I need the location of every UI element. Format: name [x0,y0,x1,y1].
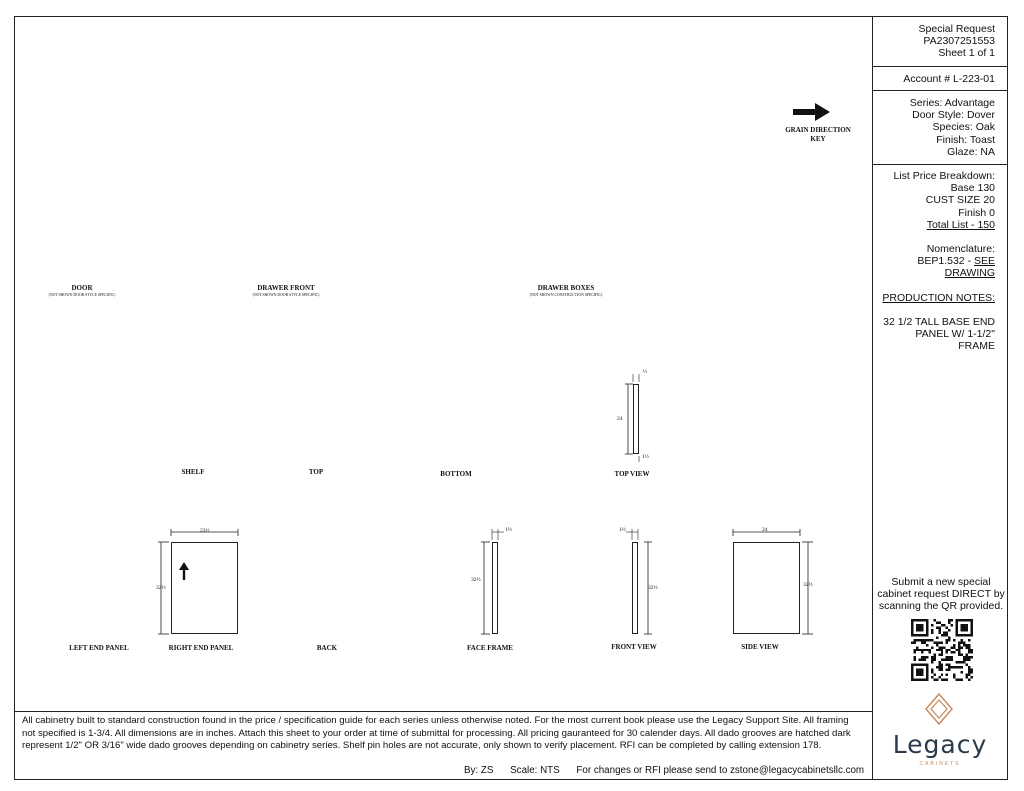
label-back: BACK [316,644,338,652]
side-view-height-dim: 32½ [803,582,813,588]
label-drawer-front: DRAWER FRONT [257,284,315,292]
spec-finish: Finish: Toast [936,133,995,146]
qr-code-icon[interactable] [911,619,973,681]
production-note-1: 32 1/2 TALL BASE END [883,315,995,328]
label-top-view: TOP VIEW [614,470,650,478]
spec-door-style: Door Style: Dover [912,109,995,122]
nomenclature-heading: Nomenclature: [926,243,995,256]
label-side-view: SIDE VIEW [741,643,779,651]
face-frame-width-dim: 1½ [505,527,512,533]
label-face-frame: FACE FRAME [467,644,513,652]
see-drawing-link[interactable]: SEE [973,255,995,268]
label-drawer-boxes: DRAWER BOXES [537,284,595,292]
top-view-thickness-bottom: 1½ [642,454,649,460]
scale: Scale: NTS [510,765,560,776]
label-bottom: BOTTOM [440,470,472,478]
grain-arrow-icon [793,103,831,121]
label-drawer-front-sub: (NOT SHOWN DOOR STYLE SPECIFIC) [252,293,320,297]
notes-section [873,165,1008,352]
qr-prompt-line-2: cabinet request DIRECT by [877,588,1005,601]
face-frame-dims [478,528,518,638]
request-number: PA2307251553 [923,35,995,48]
request-info [873,16,1008,67]
label-right-end-panel: RIGHT END PANEL [168,644,234,652]
drawing-link[interactable]: DRAWING [944,267,995,280]
price-base: Base 130 [950,182,995,195]
sheet-number: Sheet 1 of 1 [938,47,995,60]
sheet-border [14,16,1008,780]
legacy-logo [884,692,996,772]
price-cust-size: CUST SIZE 20 [925,194,995,207]
right-end-panel-dims [155,528,245,638]
logo-name: Legacy [892,730,988,759]
right-end-panel-height-dim: 32½ [156,585,166,591]
spec-series: Series: Advantage [909,97,995,109]
logo-tagline: CABINETS [919,761,961,767]
label-top: TOP [308,468,324,476]
side-view-width-dim: 24 [762,527,768,533]
label-left-end-panel: LEFT END PANEL [69,644,129,652]
nomenclature-code: BEP1.532 - [917,255,974,268]
specs-section [873,91,1008,165]
price-total: Total List - 150 [926,218,995,231]
production-heading: PRODUCTION NOTES: [882,291,995,304]
face-frame-height-dim: 32½ [471,577,481,583]
account-section [873,67,1008,91]
front-view-height-dim: 32½ [648,585,658,591]
account-number: Account # L-223-01 [903,73,995,85]
top-view-thickness-top: ½ [643,369,648,375]
grain-key-label: KEY [810,135,826,143]
grain-direction-label: GRAIN DIRECTION [785,126,851,134]
front-view-width-dim: 1½ [619,527,626,533]
label-door-sub: (NOT SHOWN DOOR STYLE SPECIFIC) [48,293,116,297]
footer-meta [464,765,878,776]
top-view-dim-lines [620,370,660,462]
request-title: Special Request [918,23,995,35]
nomenclature-line [877,255,995,267]
qr-prompt [873,576,1009,613]
front-view-dims [620,528,660,638]
label-shelf: SHELF [181,468,205,476]
qr-prompt-line-1: Submit a new special [891,576,991,588]
production-note-2: PANEL W/ 1-1/2" FRAME [915,328,995,353]
qr-prompt-line-3: scanning the QR provided. [878,600,1004,613]
price-finish: Finish 0 [958,206,995,219]
spec-species: Species: Oak [932,121,995,134]
diamond-logo-icon [924,692,954,726]
price-heading: List Price Breakdown: [893,170,995,182]
label-front-view: FRONT VIEW [611,643,657,651]
label-door: DOOR [71,284,93,292]
grain-arrow-up-icon [179,562,189,580]
label-drawer-boxes-sub: (NOT SHOWN CONSTRUCTION SPECIFIC) [529,293,603,297]
contact-email[interactable]: For changes or RFI please send to zstone@legacycabinetsllc.com [576,765,865,776]
top-view-depth-dim: 24 [617,416,623,422]
right-end-panel-width-dim: 23½ [200,528,210,534]
footer-note: All cabinetry built to standard construction found in the price / specification guide for each series unless otherwise noted. For the most current book please use the Legacy Support Site. All framing not specified is 1-3/4. All dimensions are in inches. Attach this sheet to your order at time of submittal for processing. All pricing gauranteed for 30 calender days. All dado grooves are hatched dark represent 1/2" OR 3/16" wide dado grooves depending on cabinetry series. Shelf pin holes are not accurate, only shown to verify placement. RFI can be completed by calling extension 178. [22,715,851,751]
spec-glaze: Glaze: NA [947,145,995,158]
drawn-by: By: ZS [464,765,494,776]
footer [14,711,873,780]
